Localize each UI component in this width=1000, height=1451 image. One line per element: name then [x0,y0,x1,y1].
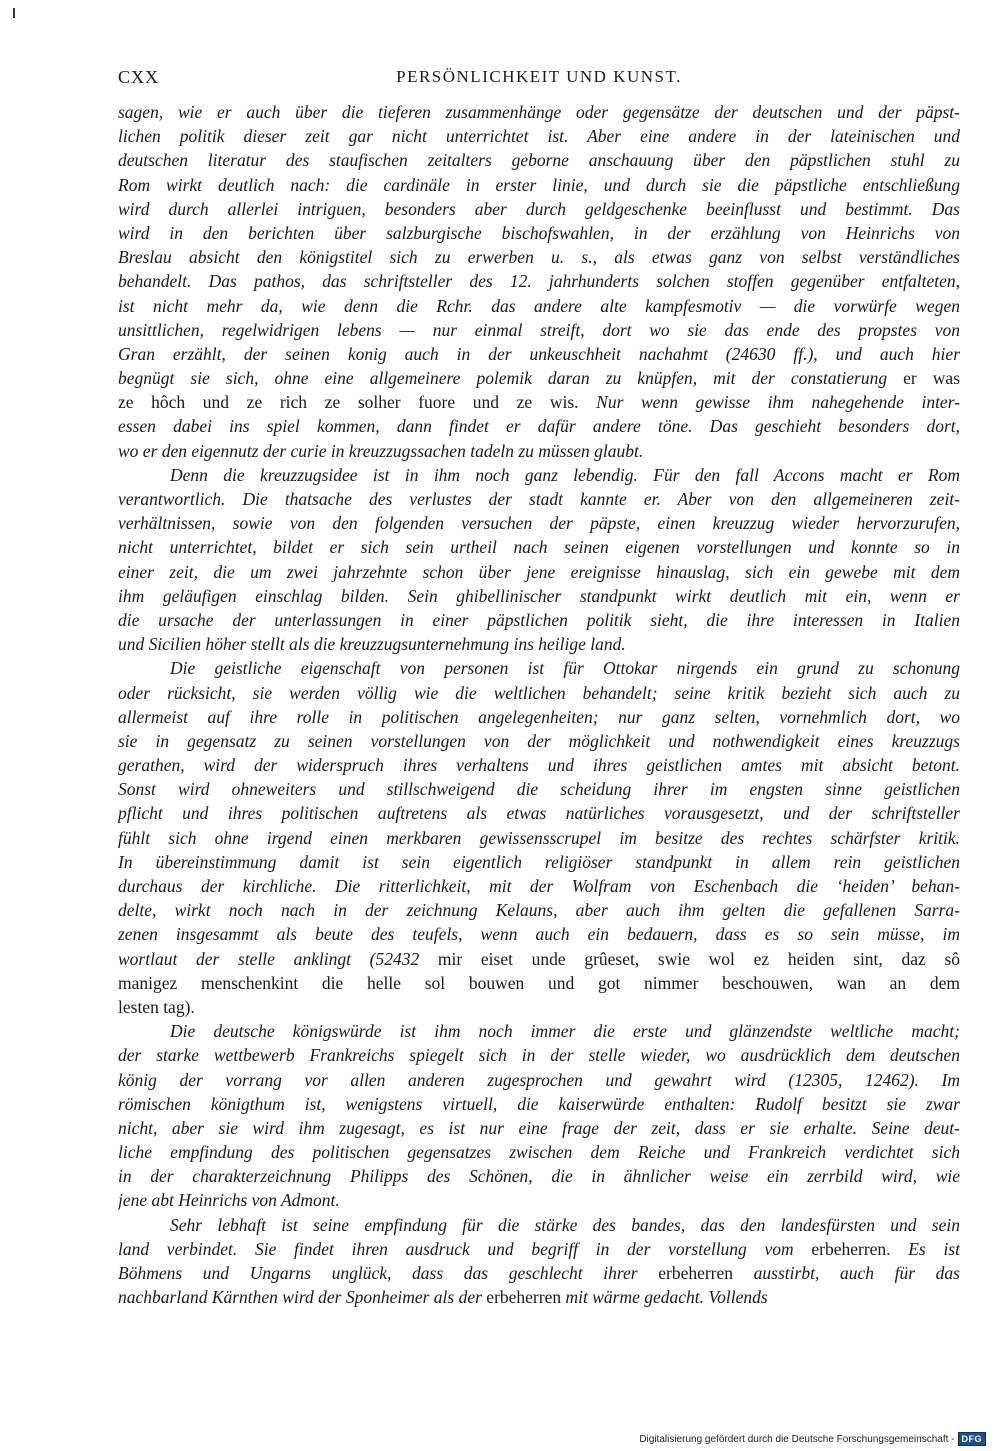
text-line [118,922,960,946]
text-line [118,439,960,463]
paragraph [118,1213,960,1310]
italic-text: Breslau absicht den königstitel sich zu erwerben u. s., als etwas ganz von selbst verständliches [118,247,960,268]
text-line [118,1237,960,1261]
italic-text: zenen insgesammt als beute des teufels, wenn auch ein bedauern, dass es so sein müsse, im [118,924,960,945]
body-text [118,100,960,1309]
text-line [118,221,960,245]
text-line [118,366,960,390]
text-line [118,801,960,825]
text-line [118,1164,960,1188]
text-line [118,826,960,850]
text-line [118,535,960,559]
italic-text: wird durch allerlei intriguen, besonders aber durch geldgeschenke beeinflusst und bestimmt. Das [118,198,960,219]
paragraph [118,100,960,463]
quoted-text: erbeherren [486,1287,562,1308]
text-line [118,753,960,777]
text-line [118,1140,960,1164]
text-line [118,705,960,729]
text-line [118,1285,960,1309]
digitization-footer [639,1431,986,1447]
text-line [118,1068,960,1092]
italic-text: delte, wirkt noch nach in der zeichnung Kelauns, aber auch ihm gelten die gefallenen Sarra- [118,900,960,921]
text-line [118,584,960,608]
page-header [118,67,960,91]
quoted-text: er was [903,368,960,389]
text-line [118,245,960,269]
text-line [118,511,960,535]
italic-text: wo er den eigennutz der curie in kreuzzugssachen tadeln zu müssen glaubt. [118,440,644,461]
text-line [118,874,960,898]
text-line [118,1116,960,1140]
text-line [118,971,960,995]
italic-text: deutschen literatur des staufischen zeitalters geborne anschauung über den päpstlichen stuhl zu [118,150,960,171]
quoted-text: manigez menschenkint die helle sol bouwen und got nimmer beschouwen, wan an dem [118,972,960,993]
italic-text: essen dabei ins spiel kommen, dann findet er dafür andere töne. Das geschieht besonders dort, [118,416,960,437]
page-number: CXX [118,67,160,87]
text-line [118,681,960,705]
italic-text: ausstirbt, auch für das [733,1263,960,1283]
italic-text: könig der vorrang vor allen anderen zugesprochen und gewahrt wird (12305, 12462). Im [118,1069,960,1090]
text-line [118,995,960,1019]
text-line [118,294,960,318]
italic-text: Es ist [890,1238,960,1259]
text-line [118,173,960,197]
text-line [118,487,960,511]
italic-text: lichen politik dieser zeit gar nicht unterrichtet ist. Aber eine andere in der lateinischen und [118,126,960,147]
dfg-logo: DFG [958,1432,987,1446]
quoted-text: ze hôch und ze rich ze solher fuore und ze wis. [118,392,579,413]
italic-text: oder rücksicht, sie werden völlig wie die weltlichen behandelt; seine kritik bezieht sich auch zu [118,682,960,703]
italic-text: behandelt. Das pathos, das schriftsteller des 12. jahrhunderts solchen stoffen gegenüber entfalteten, [118,271,960,292]
italic-text: mit wärme gedacht. Vollends [561,1287,768,1308]
footer-text: Digitalisierung gefördert durch die Deutsche Forschungsgemeinschaft - [639,1433,955,1445]
italic-text: nachbarland Kärnthen wird der Sponheimer als der [118,1287,487,1308]
text-line [118,608,960,632]
italic-text: die ursache der unterlassungen in einer päpstlichen politik sieht, die ihre interessen in Italien [118,609,960,630]
paragraph [118,656,960,1019]
text-line [118,342,960,366]
text-line [118,1261,960,1285]
italic-text: Gran erzählt, der seinen konig auch in der unkeuschheit nachahmt (24630 ff.), und auch hier [118,343,960,364]
text-line [118,124,960,148]
running-title: PERSÖNLICHKEIT UND KUNST. [396,67,682,86]
text-line [118,463,960,487]
italic-text: Die geistliche eigenschaft von personen ist für Ottokar nirgends ein grund zu schonung [170,658,960,679]
italic-text: begnügt sie sich, ohne eine allgemeinere polemik daran zu knüpfen, mit der constatierung [118,368,904,389]
paragraph [118,463,960,657]
italic-text: fühlt sich ohne irgend einen merkbaren gewissensscrupel im besitze des rechtes schärfster kritik. [118,827,960,848]
italic-text: der starke wettbewerb Frankreichs spiegelt sich in der stelle wieder, wo ausdrücklich dem deutschen [118,1045,960,1066]
italic-text: Sehr lebhaft ist seine empfindung für die stärke des bandes, das den landesfürsten und sein [170,1214,960,1235]
text-line [118,1043,960,1067]
text-line [118,414,960,438]
italic-text: land verbindet. Sie findet ihren ausdruck und begriff in der vorstellung vom [118,1238,812,1259]
text-line [118,148,960,172]
italic-text: jene abt Heinrichs von Admont. [118,1190,340,1211]
italic-text: ist nicht mehr da, wie denn die Rchr. das andere alte kampfesmotiv — die vorwürfe wegen [118,295,960,316]
quoted-text: mir eiset unde grûeset, swie wol ez heiden sint, daz sô [437,948,960,969]
text-line [118,656,960,680]
text-line [118,560,960,584]
italic-text: Böhmens und Ungarns unglück, dass das geschlecht ihrer [118,1263,659,1283]
italic-text: Sonst wird ohneweiters und stillschweigend die scheidung ihrer im engsten sinne geistlichen [118,779,960,800]
quoted-text: lesten tag). [118,996,195,1017]
text-line [118,269,960,293]
text-line [118,729,960,753]
italic-text: Rom wirkt deutlich nach: die cardinäle in erster linie, und durch sie die päpstliche entschließung [118,174,960,195]
text-line [118,390,960,414]
italic-text: pflicht und ihres politischen auftretens als etwas natürliches vorausgesetzt, und der schriftsteller [118,803,960,824]
italic-text: durchaus der kirchliche. Die ritterlichkeit, mit der Wolfram von Eschenbach die ‘heiden’ behan- [118,876,960,896]
text-line [118,318,960,342]
text-line [118,1213,960,1237]
italic-text: ihm geläufigen einschlag bilden. Sein ghibellinischer standpunkt wirkt deutlich mit ein, wenn er [118,585,960,606]
italic-text: in der charakterzeichnung Philipps des Schönen, die in ähnlicher weise ein zerrbild wird, wie [118,1166,960,1187]
italic-text: nicht unterrichtet, bildet er sich sein urtheil nach seinen eigenen vorstellungen und konnte so in [118,537,960,558]
italic-text: verantwortlich. Die thatsache des verlustes der stadt kannte er. Aber von den allgemeineren zeit- [118,489,960,509]
italic-text: und Sicilien höher stellt als die kreuzzugsunternehmung ins heilige land. [118,634,626,655]
quoted-text: erbeherren. [811,1238,891,1259]
text-line [118,197,960,221]
italic-text: wird in den berichten über salzburgische bischofswahlen, in der erzählung von Heinrichs von [118,222,960,243]
text-line [118,100,960,124]
italic-text: sagen, wie er auch über die tieferen zusammenhänge oder gegensätze der deutschen und der päpst- [118,102,960,122]
text-line [118,850,960,874]
italic-text: sie in gegensatz zu seinen vorstellungen von der möglichkeit und nothwendigkeit eines kreuzzugs [118,730,960,751]
italic-text: verhältnissen, sowie von den folgenden versuchen der päpste, einen kreuzzug wieder hervorzurufen, [118,513,960,534]
text-line [118,1188,960,1212]
text-line [118,777,960,801]
italic-text: Die deutsche königswürde ist ihm noch immer die erste und glänzendste weltliche macht; [170,1021,960,1042]
italic-text: Nur wenn gewisse ihm nahegehende inter- [578,392,960,413]
italic-text: gerathen, wird der widerspruch ihres verhaltens und ihres geistlichen amtes mit absicht betont. [118,755,960,776]
paragraph [118,1019,960,1213]
text-line [118,1092,960,1116]
quoted-text: erbeherren [658,1263,734,1283]
text-line [118,898,960,922]
italic-text: unsittlichen, regelwidrigen lebens — nur einmal streift, dort wo sie das ende des propstes von [118,319,960,340]
italic-text: In übereinstimmung damit ist sein eigentlich religiöser standpunkt in allem rein geistlichen [118,851,960,872]
text-line [118,1019,960,1043]
text-line [118,632,960,656]
text-line [118,947,960,971]
italic-text: wortlaut der stelle anklingt (52432 [118,948,438,969]
italic-text: nicht, aber sie wird ihm zugesagt, es ist nur eine frage der zeit, dass er sie erhalte. Seine deut- [118,1117,960,1138]
italic-text: römischen königthum ist, wenigstens virtuell, die kaiserwürde enthalten: Rudolf besitzt sie zwar [118,1093,960,1114]
italic-text: liche empfindung des politischen gegensatzes zwischen dem Reiche und Frankreich verdichtet sich [118,1142,960,1163]
italic-text: einer zeit, die um zwei jahrzehnte schon über jene ereignisse hinauslag, sich ein gewebe mit dem [118,561,960,582]
italic-text: allermeist auf ihre rolle in politischen angelegenheiten; nur ganz selten, vornehmlich dort, wo [118,706,960,727]
italic-text: Denn die kreuzzugsidee ist in ihm noch ganz lebendig. Für den fall Accons macht er Rom [170,464,960,485]
scan-mark [13,8,15,18]
